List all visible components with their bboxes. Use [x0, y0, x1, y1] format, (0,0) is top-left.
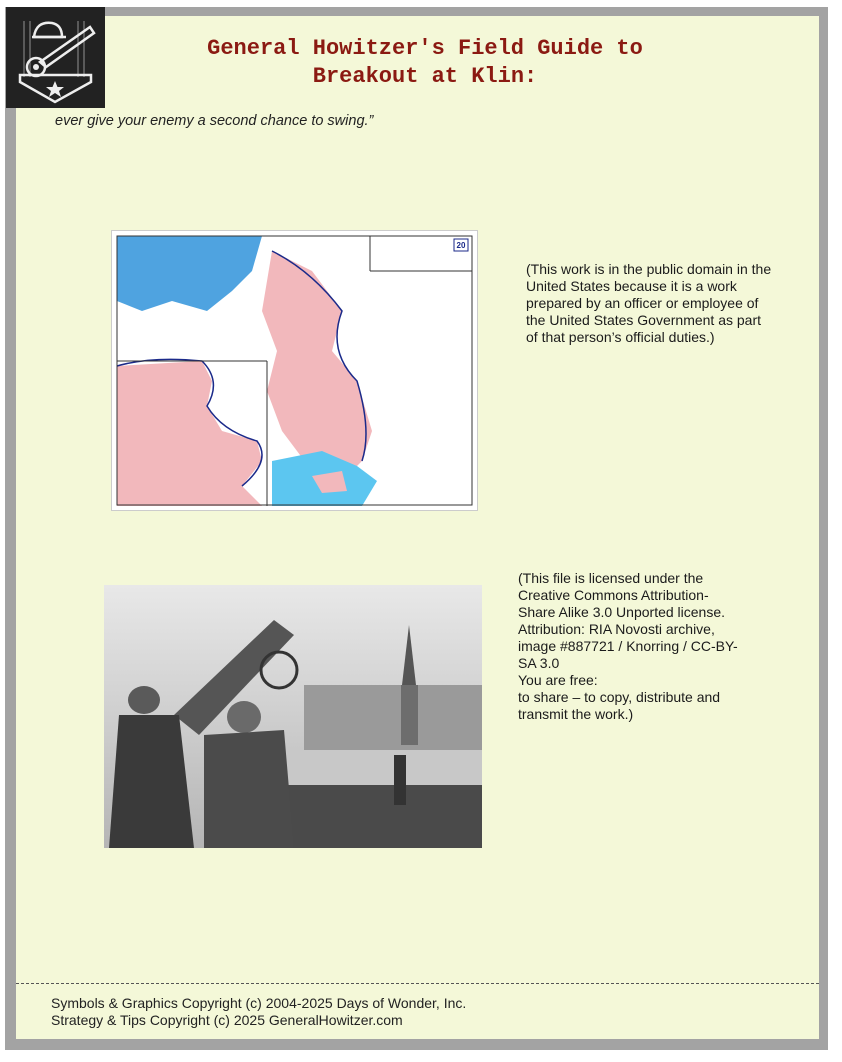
footer-divider: [16, 983, 819, 984]
photo-caption-line: transmit the work.): [518, 706, 634, 722]
photo-caption-line: (This file is licensed under the: [518, 570, 704, 586]
quote-text: ever give your enemy a second chance to swing.”: [55, 113, 374, 129]
photo-caption-line: Share Alike 3.0 Unported license.: [518, 604, 726, 620]
eastern-front-map-image: [111, 230, 478, 511]
title-line-1: General Howitzer's Field Guide to: [207, 36, 643, 61]
map-number: 20: [456, 241, 466, 250]
title-line-2: Breakout at Klin:: [312, 64, 538, 89]
photo-caption-line: You are free:: [518, 672, 598, 688]
photo-caption: [518, 570, 778, 723]
photo-caption-line: Creative Commons Attribution-: [518, 587, 709, 603]
anti-aircraft-gun-photo: [104, 585, 482, 848]
footer-copyright-strategy: Strategy & Tips Copyright (c) 2025 GeneralHowitzer.com: [51, 1012, 403, 1028]
photo-caption-line: SA 3.0: [518, 655, 560, 671]
map-caption: (This work is in the public domain in the United States because it is a work prepared by an officer or employee of the United States Government as part of that person’s official duties.): [526, 261, 772, 345]
page-title: [150, 35, 700, 91]
howitzer-logo-icon[interactable]: [6, 7, 105, 108]
photo-caption-line: Attribution: RIA Novosti archive,: [518, 621, 715, 637]
footer-copyright-graphics: Symbols & Graphics Copyright (c) 2004-2025 Days of Wonder, Inc.: [51, 995, 467, 1011]
photo-caption-line: image #887721 / Knorring / CC-BY-: [518, 638, 738, 654]
page-content-area: [16, 16, 819, 1039]
photo-caption-line: to share – to copy, distribute and: [518, 689, 721, 705]
footer: [51, 995, 466, 1029]
